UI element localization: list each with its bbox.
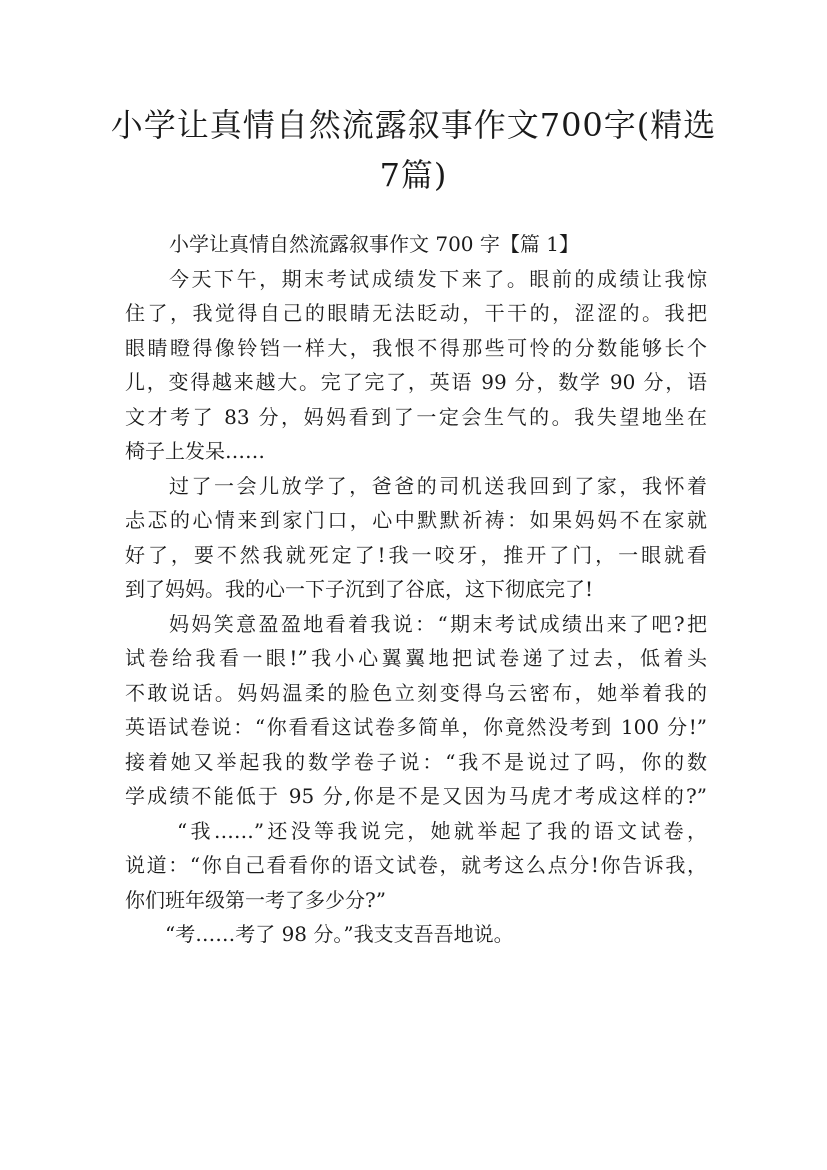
paragraph-line: 接着她又举起我的数学卷子说：“我不是说过了吗，你的数 <box>125 749 707 774</box>
paragraph-line: 过了一会儿放学了，爸爸的司机送我回到了家，我怀着 <box>169 473 707 498</box>
title-line-2: 7篇) <box>379 156 448 194</box>
paragraph-line: 文才考了 83 分，妈妈看到了一定会生气的。我失望地坐在 <box>125 404 707 429</box>
article-body <box>125 227 707 952</box>
paragraph-line: 眼睛瞪得像铃铛一样大，我恨不得那些可怜的分数能够长个 <box>125 335 707 360</box>
document-title <box>110 100 717 200</box>
paragraph-line: “考……考了 98 分。”我支支吾吾地说。 <box>165 922 514 946</box>
paragraph-line: 学成绩不能低于 95 分,你是不是又因为马虎才考成这样的?” <box>125 784 707 808</box>
section-heading: 小学让真情自然流露叙事作文 700 字【篇 1】 <box>169 232 579 256</box>
paragraph-line: “我……”还没等我说完，她就举起了我的语文试卷， <box>177 818 707 843</box>
paragraph-line: 好了，要不然我就死定了!我一咬牙，推开了门，一眼就看 <box>125 542 707 567</box>
paragraph-line: 试卷给我看一眼!”我小心翼翼地把试卷递了过去，低着头 <box>125 646 707 670</box>
paragraph-line: 到了妈妈。我的心一下子沉到了谷底，这下彻底完了! <box>125 577 594 601</box>
paragraph-line: 妈妈笑意盈盈地看着我说：“期末考试成绩出来了吧?把 <box>169 611 707 636</box>
paragraph-line: 今天下午，期末考试成绩发下来了。眼前的成绩让我惊 <box>169 266 707 291</box>
title-line-1: 小学让真情自然流露叙事作文700字(精选 <box>110 106 717 144</box>
paragraph-line: 住了，我觉得自己的眼睛无法眨动，干干的，涩涩的。我把 <box>125 301 707 325</box>
paragraph-line: 不敢说话。妈妈温柔的脸色立刻变得乌云密布，她举着我的 <box>125 680 707 705</box>
paragraph-line: 说道：“你自己看看你的语文试卷，就考这么点分!你告诉我， <box>125 853 707 877</box>
paragraph-line: 儿，变得越来越大。完了完了，英语 99 分，数学 90 分，语 <box>125 370 707 394</box>
paragraph-line: 椅子上发呆…… <box>125 439 265 463</box>
paragraph-line: 忐忑的心情来到家门口，心中默默祈祷：如果妈妈不在家就 <box>125 508 707 532</box>
paragraph-line: 你们班年级第一考了多少分?” <box>125 887 386 912</box>
paragraph-line: 英语试卷说：“你看看这试卷多简单，你竟然没考到 100 分!” <box>125 715 707 739</box>
